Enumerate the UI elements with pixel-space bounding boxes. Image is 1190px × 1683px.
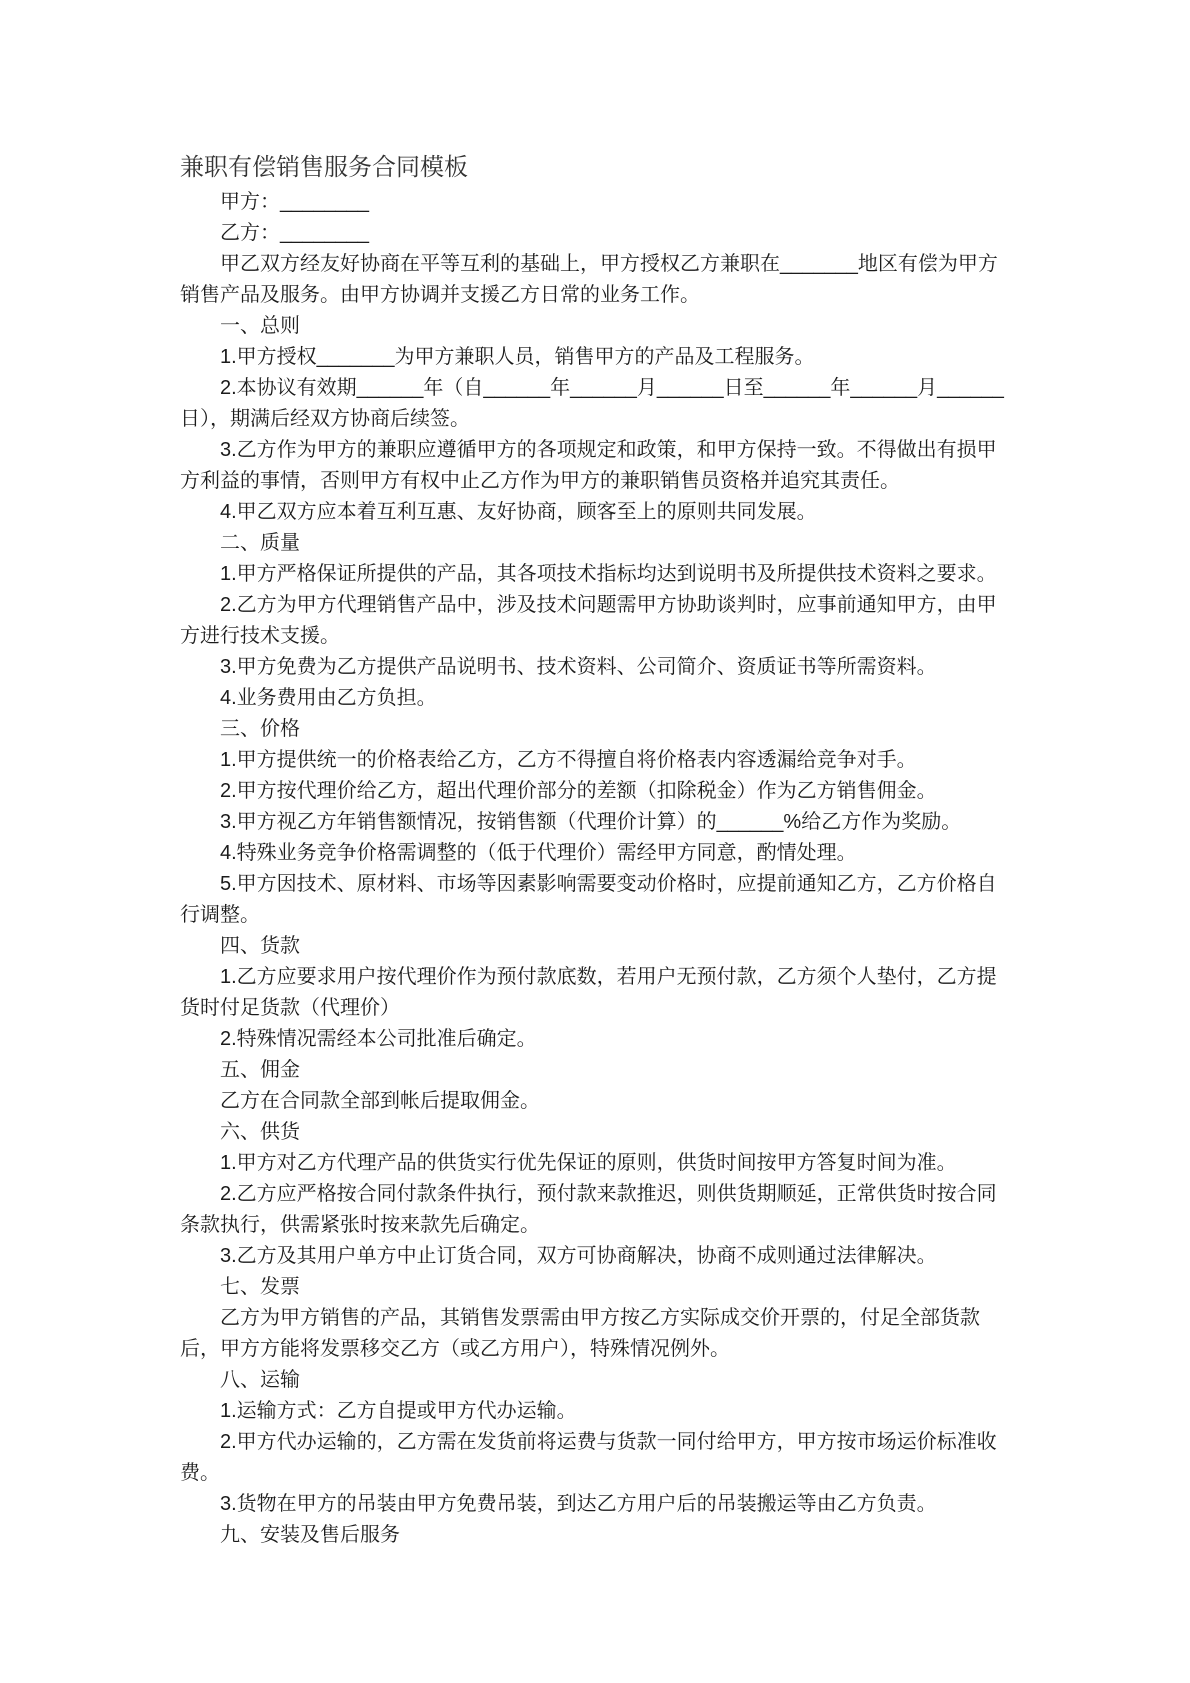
- paragraph: 1.甲方提供统一的价格表给乙方，乙方不得擅自将价格表内容透漏给竞争对手。: [220, 749, 917, 771]
- paragraph: 1.乙方应要求用户按代理价作为预付款底数，若用户无预付款，乙方须个人垫付，乙方提货时付足货款（代理价）: [180, 966, 997, 1019]
- paragraph: 九、安装及售后服务: [220, 1524, 400, 1546]
- paragraph: 八、运输: [220, 1369, 300, 1391]
- paragraph: 乙方：________: [220, 222, 369, 244]
- paragraph: 四、货款: [220, 935, 300, 957]
- paragraph: 3.货物在甲方的吊装由甲方免费吊装，到达乙方用户后的吊装搬运等由乙方负责。: [220, 1493, 937, 1515]
- paragraph: 2.乙方为甲方代理销售产品中，涉及技术问题需甲方协助谈判时，应事前通知甲方，由甲方进行技术支援。: [180, 594, 997, 647]
- paragraph: 4.特殊业务竞争价格需调整的（低于代理价）需经甲方同意，酌情处理。: [220, 842, 857, 864]
- paragraph: 3.乙方及其用户单方中止订货合同，双方可协商解决，协商不成则通过法律解决。: [220, 1245, 937, 1267]
- paragraph: 七、发票: [220, 1276, 300, 1298]
- paragraph: 1.甲方严格保证所提供的产品，其各项技术指标均达到说明书及所提供技术资料之要求。: [220, 563, 997, 585]
- paragraph: 4.业务费用由乙方负担。: [220, 687, 437, 709]
- paragraph: 1.运输方式：乙方自提或甲方代办运输。: [220, 1400, 577, 1422]
- paragraph: 3.甲方视乙方年销售额情况，按销售额（代理价计算）的______%给乙方作为奖励。: [220, 811, 962, 833]
- paragraph: 2.乙方应严格按合同付款条件执行，预付款来款推迟，则供货期顺延，正常供货时按合同条款执行，供需紧张时按来款先后确定。: [180, 1183, 997, 1236]
- paragraph: 甲方：________: [220, 191, 369, 213]
- paragraph: 2.甲方按代理价给乙方，超出代理价部分的差额（扣除税金）作为乙方销售佣金。: [220, 780, 937, 802]
- paragraph: 3.甲方免费为乙方提供产品说明书、技术资料、公司简介、资质证书等所需资料。: [220, 656, 937, 678]
- paragraph: 甲乙双方经友好协商在平等互利的基础上，甲方授权乙方兼职在_______地区有偿为甲方销售产品及服务。由甲方协调并支援乙方日常的业务工作。: [180, 253, 998, 306]
- paragraph: 一、总则: [220, 315, 300, 337]
- paragraph: 5.甲方因技术、原材料、市场等因素影响需要变动价格时，应提前通知乙方，乙方价格自行调整。: [180, 873, 997, 926]
- paragraph: 1.甲方对乙方代理产品的供货实行优先保证的原则，供货时间按甲方答复时间为准。: [220, 1152, 957, 1174]
- paragraph: 1.甲方授权_______为甲方兼职人员，销售甲方的产品及工程服务。: [220, 346, 815, 368]
- paragraph: 2.甲方代办运输的，乙方需在发货前将运费与货款一同付给甲方，甲方按市场运价标准收费。: [180, 1431, 997, 1484]
- paragraph: 六、供货: [220, 1121, 300, 1143]
- paragraph: 三、价格: [220, 718, 300, 740]
- paragraph: 2.本协议有效期______年（自______年______月______日至______年______月______日），期满后经双方协商后续签。: [180, 377, 1004, 430]
- document-body: [180, 187, 1016, 1551]
- paragraph: 乙方为甲方销售的产品，其销售发票需由甲方按乙方实际成交价开票的，付足全部货款后，甲方方能将发票移交乙方（或乙方用户），特殊情况例外。: [180, 1307, 980, 1360]
- paragraph: 3.乙方作为甲方的兼职应遵循甲方的各项规定和政策，和甲方保持一致。不得做出有损甲方利益的事情，否则甲方有权中止乙方作为甲方的兼职销售员资格并追究其责任。: [180, 439, 997, 492]
- paragraph: 五、佣金: [220, 1059, 300, 1081]
- paragraph: 二、质量: [220, 532, 300, 554]
- document-title: 兼职有偿销售服务合同模板: [180, 155, 468, 181]
- paragraph: 乙方在合同款全部到帐后提取佣金。: [220, 1090, 540, 1112]
- paragraph: 2.特殊情况需经本公司批准后确定。: [220, 1028, 537, 1050]
- paragraph: 4.甲乙双方应本着互利互惠、友好协商，顾客至上的原则共同发展。: [220, 501, 817, 523]
